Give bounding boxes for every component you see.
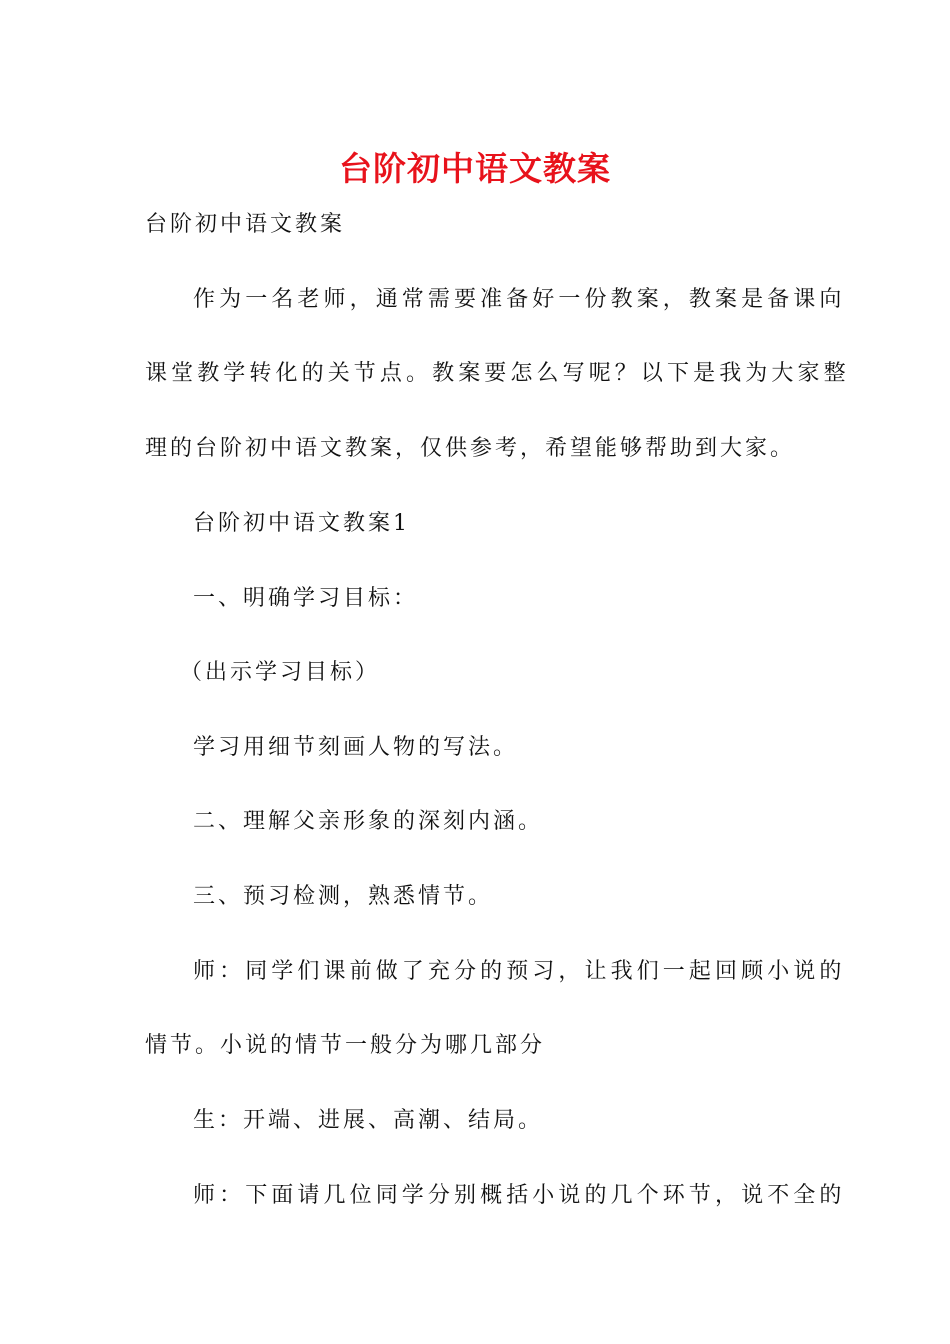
paragraph-line: 情节。小说的情节一般分为哪几部分 xyxy=(145,1033,546,1058)
paragraph-line: 生：开端、进展、高潮、结局。 xyxy=(193,1108,544,1133)
paragraph-line: 师：下面请几位同学分别概括小说的几个环节，说不全的 xyxy=(193,1183,846,1208)
paragraph-line: （出示学习目标） xyxy=(180,660,381,685)
paragraph-line: 师：同学们课前做了充分的预习，让我们一起回顾小说的 xyxy=(193,959,846,984)
paragraph-line: 作为一名老师，通常需要准备好一份教案，教案是备课向 xyxy=(193,287,846,312)
paragraph-line: 学习用细节刻画人物的写法。 xyxy=(193,735,519,760)
subtitle-line: 台阶初中语文教案 xyxy=(145,212,346,237)
paragraph-line: 一、明确学习目标： xyxy=(193,586,419,611)
paragraph-line: 二、理解父亲形象的深刻内涵。 xyxy=(193,809,544,834)
paragraph-line: 课堂教学转化的关节点。教案要怎么写呢？以下是我为大家整 xyxy=(145,361,850,386)
section-heading: 台阶初中语文教案1 xyxy=(193,511,410,536)
paragraph-line: 三、预习检测，熟悉情节。 xyxy=(193,884,494,909)
paragraph-line: 理的台阶初中语文教案，仅供参考，希望能够帮助到大家。 xyxy=(145,436,796,461)
document-title: 台阶初中语文教案 xyxy=(339,149,611,188)
